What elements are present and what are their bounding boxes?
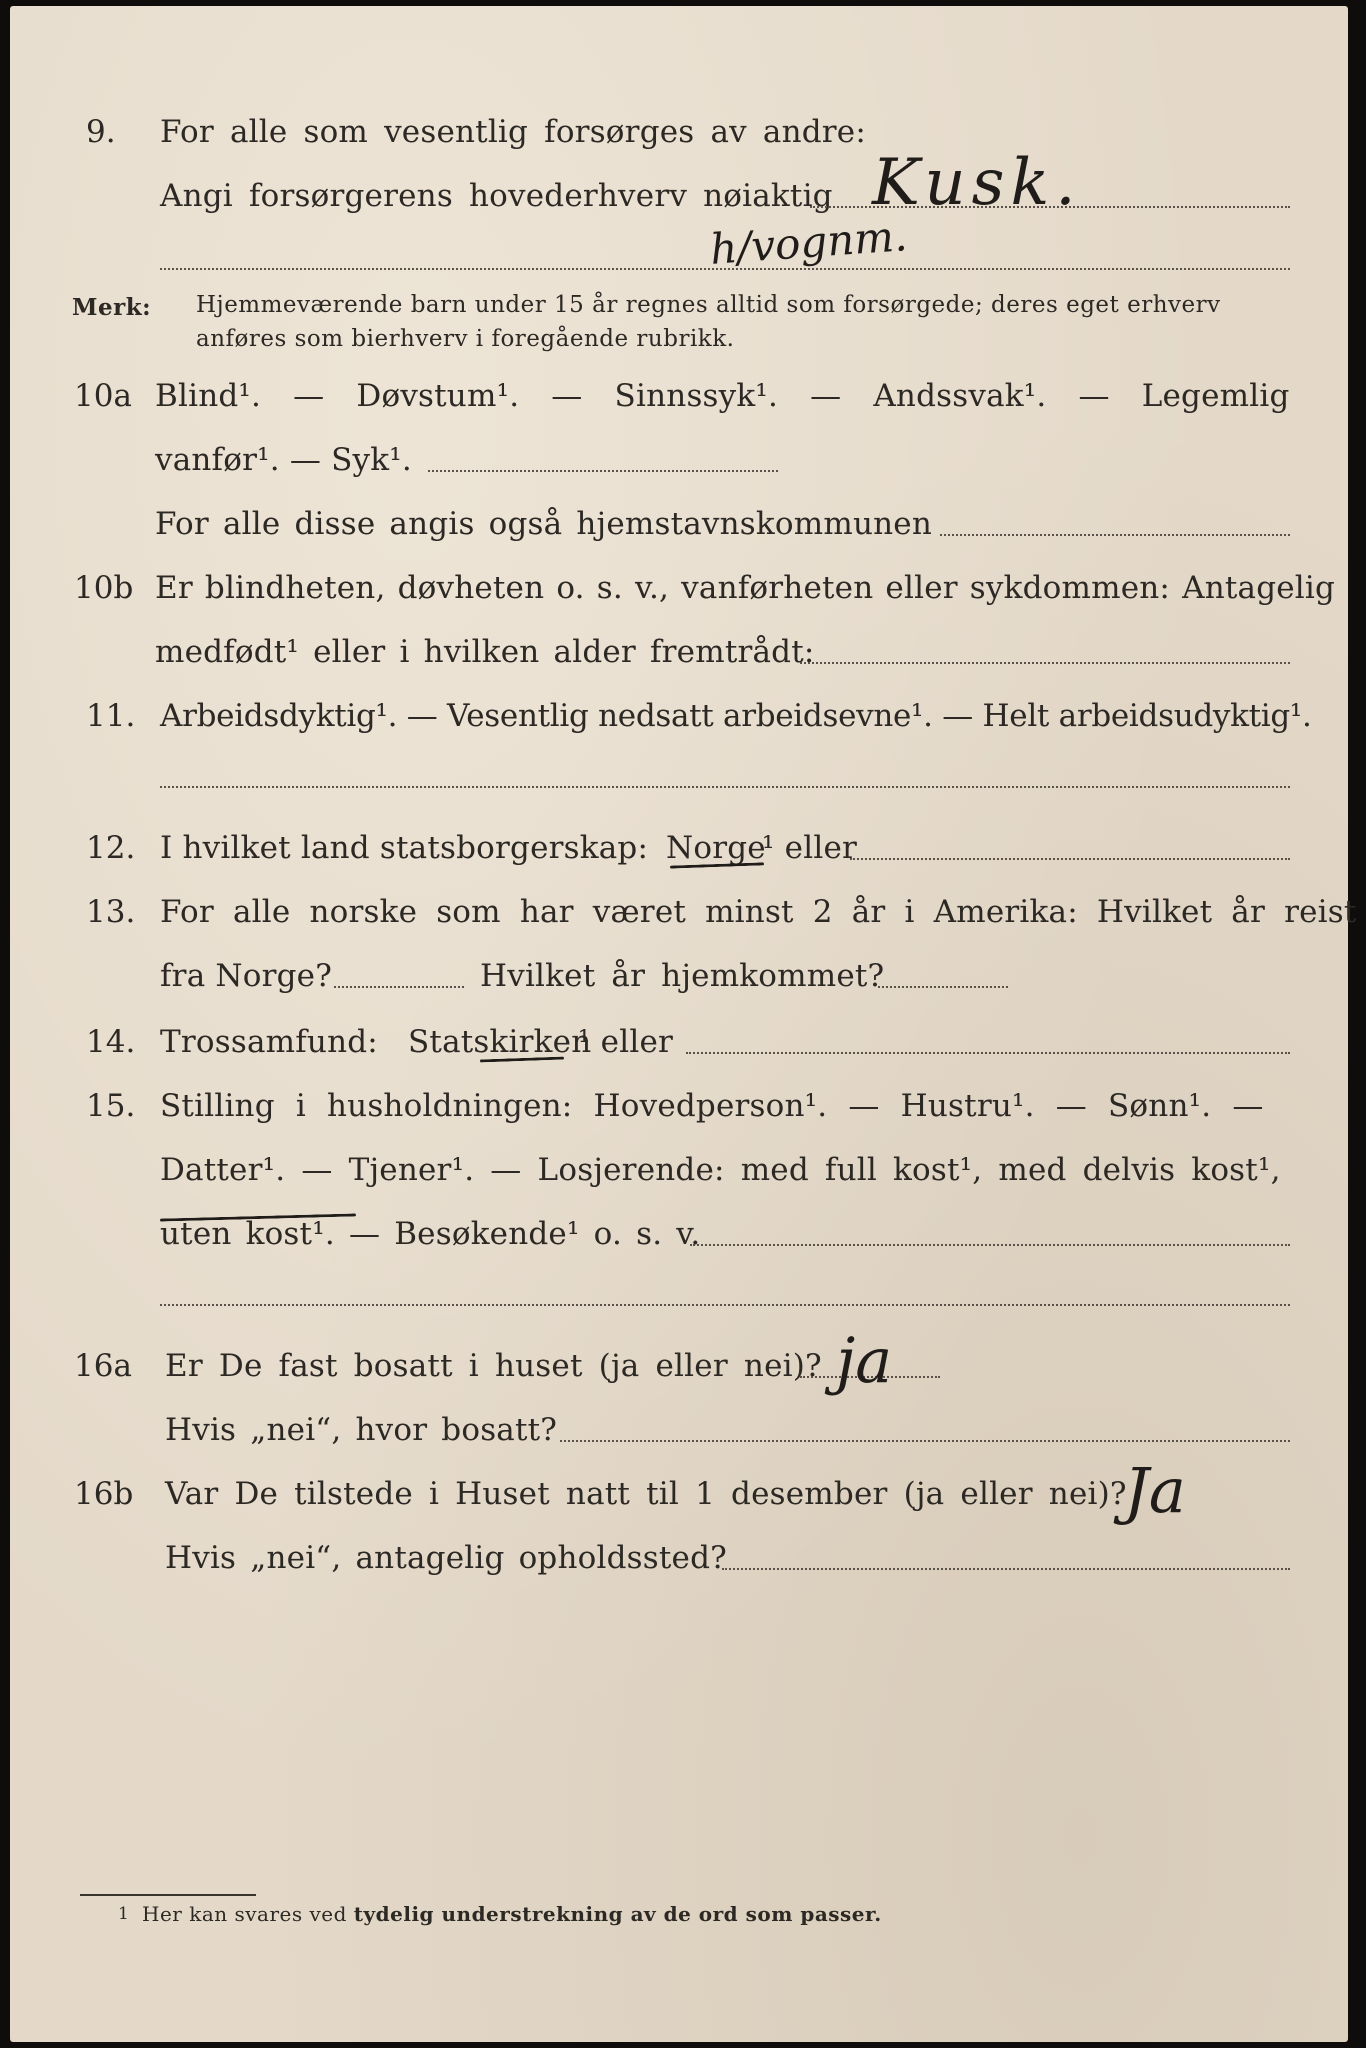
q16b-number: 16b <box>74 1476 134 1512</box>
q13-number: 13. <box>86 894 136 930</box>
q16a-number: 16a <box>74 1348 132 1384</box>
q10b-text-line1: Er blindheten, døvheten o. s. v., vanførheten eller sykdommen: Antagelig <box>155 570 1336 606</box>
q10b-answer-line <box>800 662 1290 664</box>
q15-text-line3: uten kost¹. — Besøkende¹ o. s. v. <box>160 1216 701 1252</box>
q15-text-line2: Datter¹. — Tjener¹. — Losjerende: med full kost¹, med delvis kost¹, <box>160 1152 1281 1188</box>
q9-answer-handwriting: Kusk. <box>872 146 1082 220</box>
q16b-text-line1: Var De tilstede i Huset natt til 1 desember (ja eller nei)? <box>165 1476 1127 1512</box>
q9-number: 9. <box>86 114 116 150</box>
footnote-mark: 1 <box>118 1904 130 1924</box>
q15-answer-line1 <box>690 1244 1290 1246</box>
q16b-answer-handwriting: Ja <box>1124 1454 1186 1527</box>
q9-text-line1: For alle som vesentlig forsørges av andre: <box>160 114 866 150</box>
footnote-text-bold: tydelig understrekning av de ord som passer. <box>353 1902 882 1926</box>
q10a-text-line3: For alle disse angis også hjemstavnskommunen <box>155 506 932 542</box>
q12-text-prefix: I hvilket land statsborgerskap: <box>160 830 649 866</box>
q16a-text-line2: Hvis „nei“, hvor bosatt? <box>165 1412 558 1448</box>
census-form-page <box>10 6 1357 2042</box>
q14-number: 14. <box>86 1024 136 1060</box>
footnote-text-plain: Her kan svares ved <box>142 1902 347 1926</box>
merk-label: Merk: <box>72 294 152 321</box>
q10a-text-line2: vanfør¹. — Syk¹. <box>155 442 412 478</box>
q10a-answer-line2 <box>940 534 1290 536</box>
q11-text-line1: Arbeidsdyktig¹. — Vesentlig nedsatt arbeidsevne¹. — Helt arbeidsudyktig¹. <box>160 698 1312 734</box>
q15-answer-line2 <box>160 1304 1290 1306</box>
q9-text-line2: Angi forsørgerens hovederhverv nøiaktig <box>160 178 833 214</box>
q13-text-line2a: fra Norge? <box>160 958 333 994</box>
q16a-answer-line2 <box>560 1440 1290 1442</box>
q15-text-line1: Stilling i husholdningen: Hovedperson¹. — Hustru¹. — Sønn¹. — <box>160 1088 1264 1124</box>
q16b-answer-line <box>722 1568 1290 1570</box>
q16b-text-line2: Hvis „nei“, antagelig opholdssted? <box>165 1540 727 1576</box>
footnote-text <box>142 1902 882 1926</box>
merk-line1: Hjemmeværende barn under 15 år regnes alltid som forsørgede; deres eget erhverv <box>196 292 1221 318</box>
q14-option-statskirken: Statskirken <box>408 1024 592 1060</box>
q13-answer-line2 <box>878 986 1008 988</box>
q13-text-line1: For alle norske som har været minst 2 år i Amerika: Hvilket år reist <box>160 894 1357 930</box>
q10a-answer-line1 <box>428 470 778 472</box>
q12-number: 12. <box>86 830 136 866</box>
q9-answer-handwriting-2: h/vognm. <box>708 211 909 274</box>
merk-line2: anføres som bierhverv i foregående rubrikk. <box>196 326 735 352</box>
q13-answer-line1 <box>334 986 464 988</box>
q12-option-norge: Norge <box>666 830 766 866</box>
q10a-text-line1: Blind¹. — Døvstum¹. — Sinnssyk¹. — Andssvak¹. — Legemlig <box>155 378 1290 414</box>
q14-text-prefix: Trossamfund: <box>160 1024 378 1060</box>
footnote-rule <box>80 1894 256 1896</box>
q12-text-suffix: ¹ eller <box>762 830 858 866</box>
q10b-number: 10b <box>74 570 134 606</box>
q14-text-suffix: ¹ eller <box>578 1024 674 1060</box>
q16a-answer-handwriting: ja <box>836 1324 893 1397</box>
q11-number: 11. <box>86 698 136 734</box>
q12-answer-line <box>850 858 1290 860</box>
q10b-text-line2: medfødt¹ eller i hvilken alder fremtrådt: <box>155 634 815 670</box>
q14-answer-line <box>686 1052 1290 1054</box>
q10a-number: 10a <box>74 378 132 414</box>
q16a-text-line1: Er De fast bosatt i huset (ja eller nei)? <box>165 1348 822 1384</box>
q13-text-line2b: Hvilket år hjemkommet? <box>480 958 885 994</box>
q11-answer-line <box>160 786 1290 788</box>
q15-number: 15. <box>86 1088 136 1124</box>
